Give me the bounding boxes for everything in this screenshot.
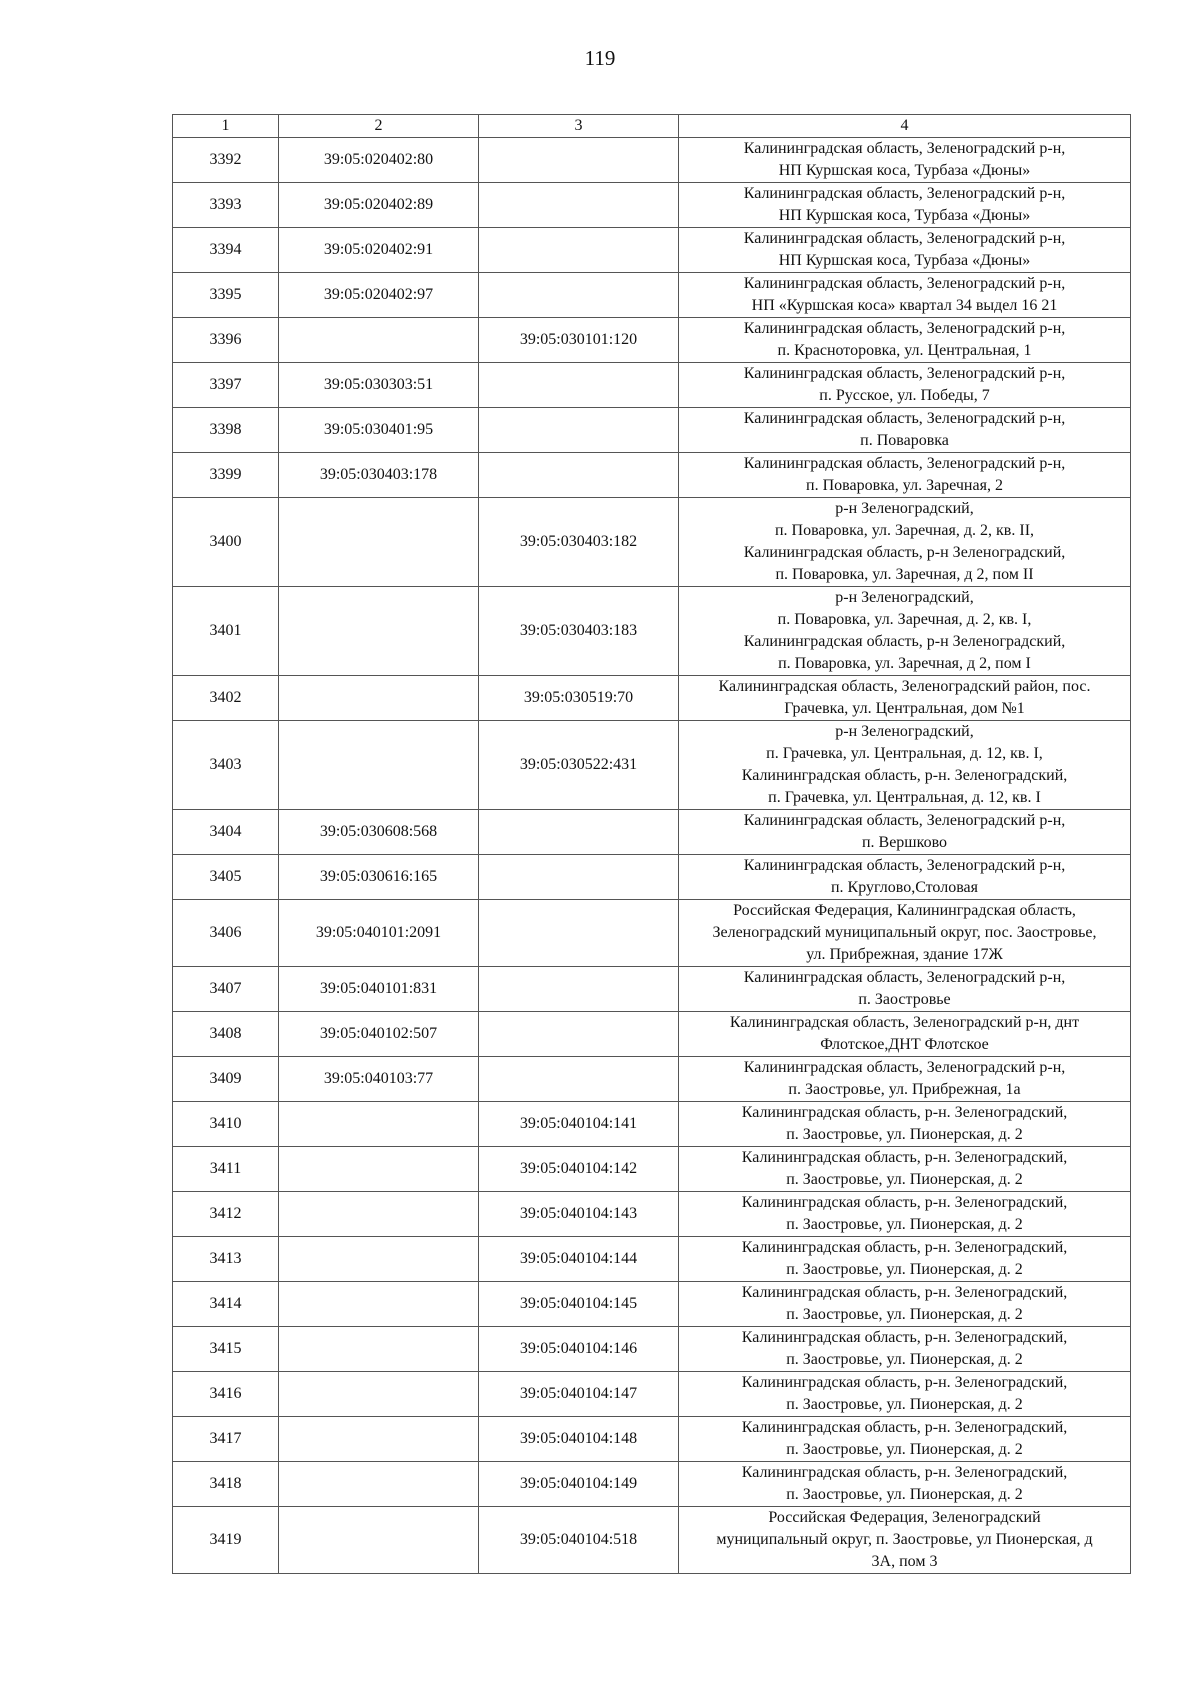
row-number-cell: 3396	[173, 318, 279, 363]
cadastral-number-cell: 39:05:020402:89	[279, 183, 479, 228]
table-row	[173, 138, 1131, 183]
table-row	[173, 1192, 1131, 1237]
address-cell: Калининградская область, Зеленоградский р-н, п. Русское, ул. Победы, 7	[679, 363, 1131, 408]
table-row	[173, 363, 1131, 408]
row-number-cell: 3408	[173, 1012, 279, 1057]
table-row	[173, 967, 1131, 1012]
table-row	[173, 721, 1131, 810]
row-number-cell: 3407	[173, 967, 279, 1012]
cadastral-number-cell: 39:05:030616:165	[279, 855, 479, 900]
object-number-cell	[479, 228, 679, 273]
object-number-cell	[479, 855, 679, 900]
row-number-cell: 3417	[173, 1417, 279, 1462]
row-number-cell: 3393	[173, 183, 279, 228]
address-cell: Калининградская область, Зеленоградский р-н, НП Куршская коса, Турбаза «Дюны»	[679, 138, 1131, 183]
cadastral-number-cell: 39:05:040103:77	[279, 1057, 479, 1102]
table-row	[173, 810, 1131, 855]
row-number-cell: 3418	[173, 1462, 279, 1507]
address-cell: Калининградская область, р-н. Зеленоградский, п. Заостровье, ул. Пионерская, д. 2	[679, 1417, 1131, 1462]
address-cell: Калининградская область, Зеленоградский р-н, п. Круглово,Столовая	[679, 855, 1131, 900]
row-number-cell: 3392	[173, 138, 279, 183]
table-row	[173, 408, 1131, 453]
row-number-cell: 3410	[173, 1102, 279, 1147]
address-cell: Калининградская область, р-н. Зеленоградский, п. Заостровье, ул. Пионерская, д. 2	[679, 1282, 1131, 1327]
column-header-2: 2	[279, 115, 479, 138]
cadastral-number-cell	[279, 1507, 479, 1574]
cadastral-number-cell	[279, 1147, 479, 1192]
address-cell: Российская Федерация, Зеленоградский муниципальный округ, п. Заостровье, ул Пионерская, д 3А, пом 3	[679, 1507, 1131, 1574]
cadastral-number-cell	[279, 1327, 479, 1372]
cadastral-number-cell	[279, 1102, 479, 1147]
table-row	[173, 1327, 1131, 1372]
cadastral-number-cell: 39:05:030403:178	[279, 453, 479, 498]
object-number-cell	[479, 453, 679, 498]
address-cell: Калининградская область, Зеленоградский р-н, п. Поваровка	[679, 408, 1131, 453]
cadastral-number-cell	[279, 1462, 479, 1507]
row-number-cell: 3399	[173, 453, 279, 498]
object-number-cell	[479, 408, 679, 453]
table-row	[173, 1282, 1131, 1327]
cadastral-number-cell: 39:05:040101:2091	[279, 900, 479, 967]
header-row	[173, 115, 1131, 138]
table-row	[173, 1372, 1131, 1417]
address-cell: Калининградская область, р-н. Зеленоградский, п. Заостровье, ул. Пионерская, д. 2	[679, 1102, 1131, 1147]
row-number-cell: 3419	[173, 1507, 279, 1574]
address-cell: р-н Зеленоградский, п. Грачевка, ул. Центральная, д. 12, кв. I, Калининградская область, р-н. Зеленоградский, п. Грачевка, ул. Центральная, д. 12, кв. I	[679, 721, 1131, 810]
address-cell: Калининградская область, р-н. Зеленоградский, п. Заостровье, ул. Пионерская, д. 2	[679, 1237, 1131, 1282]
address-cell: Российская Федерация, Калининградская область, Зеленоградский муниципальный округ, пос. Заостровье, ул. Прибрежная, здание 17Ж	[679, 900, 1131, 967]
object-number-cell	[479, 900, 679, 967]
address-cell: Калининградская область, Зеленоградский р-н, п. Вершково	[679, 810, 1131, 855]
object-number-cell: 39:05:040104:144	[479, 1237, 679, 1282]
table-row	[173, 183, 1131, 228]
cadastral-number-cell	[279, 721, 479, 810]
cadastral-number-cell	[279, 1417, 479, 1462]
table-row	[173, 676, 1131, 721]
address-cell: р-н Зеленоградский, п. Поваровка, ул. Заречная, д. 2, кв. II, Калининградская область, р-н Зеленоградский, п. Поваровка, ул. Заречная, д 2, пом II	[679, 498, 1131, 587]
address-cell: Калининградская область, р-н. Зеленоградский, п. Заостровье, ул. Пионерская, д. 2	[679, 1147, 1131, 1192]
cadastral-number-cell	[279, 498, 479, 587]
table-row	[173, 855, 1131, 900]
address-cell: Калининградская область, Зеленоградский р-н, п. Заостровье, ул. Прибрежная, 1а	[679, 1057, 1131, 1102]
address-cell: Калининградская область, р-н. Зеленоградский, п. Заостровье, ул. Пионерская, д. 2	[679, 1372, 1131, 1417]
row-number-cell: 3416	[173, 1372, 279, 1417]
row-number-cell: 3398	[173, 408, 279, 453]
row-number-cell: 3415	[173, 1327, 279, 1372]
address-cell: Калининградская область, р-н. Зеленоградский, п. Заостровье, ул. Пионерская, д. 2	[679, 1327, 1131, 1372]
address-cell: Калининградская область, Зеленоградский р-н, НП «Куршская коса» квартал 34 выдел 16 21	[679, 273, 1131, 318]
row-number-cell: 3403	[173, 721, 279, 810]
object-number-cell	[479, 1057, 679, 1102]
object-number-cell	[479, 363, 679, 408]
cadastral-number-cell	[279, 1282, 479, 1327]
object-number-cell: 39:05:040104:148	[479, 1417, 679, 1462]
address-cell: Калининградская область, Зеленоградский р-н, п. Красноторовка, ул. Центральная, 1	[679, 318, 1131, 363]
cadastral-number-cell	[279, 318, 479, 363]
table-row	[173, 900, 1131, 967]
table-row	[173, 273, 1131, 318]
table-row	[173, 498, 1131, 587]
table-row	[173, 1417, 1131, 1462]
object-number-cell: 39:05:040104:141	[479, 1102, 679, 1147]
table-row	[173, 318, 1131, 363]
object-number-cell: 39:05:030101:120	[479, 318, 679, 363]
cadastral-number-cell	[279, 1192, 479, 1237]
object-number-cell: 39:05:030403:183	[479, 587, 679, 676]
cadastral-number-cell: 39:05:020402:80	[279, 138, 479, 183]
column-header-3: 3	[479, 115, 679, 138]
object-number-cell: 39:05:040104:146	[479, 1327, 679, 1372]
row-number-cell: 3405	[173, 855, 279, 900]
page-number: 119	[584, 46, 616, 70]
object-number-cell	[479, 138, 679, 183]
table-row	[173, 1057, 1131, 1102]
column-header-4: 4	[679, 115, 1131, 138]
address-cell: Калининградская область, Зеленоградский р-н, НП Куршская коса, Турбаза «Дюны»	[679, 228, 1131, 273]
cadastral-number-cell: 39:05:020402:91	[279, 228, 479, 273]
object-number-cell: 39:05:030519:70	[479, 676, 679, 721]
object-number-cell: 39:05:040104:145	[479, 1282, 679, 1327]
table-row	[173, 1237, 1131, 1282]
object-number-cell: 39:05:040104:142	[479, 1147, 679, 1192]
object-number-cell: 39:05:040104:149	[479, 1462, 679, 1507]
cadastral-number-cell: 39:05:040101:831	[279, 967, 479, 1012]
address-cell: Калининградская область, р-н. Зеленоградский, п. Заостровье, ул. Пионерская, д. 2	[679, 1462, 1131, 1507]
cadastral-number-cell: 39:05:030608:568	[279, 810, 479, 855]
table-row	[173, 1102, 1131, 1147]
row-number-cell: 3412	[173, 1192, 279, 1237]
object-number-cell	[479, 810, 679, 855]
object-number-cell	[479, 183, 679, 228]
address-cell: Калининградская область, Зеленоградский р-н, НП Куршская коса, Турбаза «Дюны»	[679, 183, 1131, 228]
table-row	[173, 1012, 1131, 1057]
table-header	[173, 115, 1131, 138]
address-cell: Калининградская область, р-н. Зеленоградский, п. Заостровье, ул. Пионерская, д. 2	[679, 1192, 1131, 1237]
address-cell: Калининградская область, Зеленоградский р-н, днт Флотское,ДНТ Флотское	[679, 1012, 1131, 1057]
address-cell: Калининградская область, Зеленоградский р-н, п. Заостровье	[679, 967, 1131, 1012]
cadastral-number-cell	[279, 587, 479, 676]
address-cell: Калининградская область, Зеленоградский район, пос. Грачевка, ул. Центральная, дом №1	[679, 676, 1131, 721]
cadastral-number-cell: 39:05:030303:51	[279, 363, 479, 408]
object-number-cell: 39:05:030403:182	[479, 498, 679, 587]
table-row	[173, 1147, 1131, 1192]
row-number-cell: 3414	[173, 1282, 279, 1327]
row-number-cell: 3401	[173, 587, 279, 676]
table-row	[173, 1462, 1131, 1507]
object-number-cell	[479, 273, 679, 318]
cadastral-number-cell: 39:05:040102:507	[279, 1012, 479, 1057]
row-number-cell: 3397	[173, 363, 279, 408]
row-number-cell: 3394	[173, 228, 279, 273]
object-number-cell: 39:05:040104:518	[479, 1507, 679, 1574]
cadastral-number-cell	[279, 1237, 479, 1282]
row-number-cell: 3395	[173, 273, 279, 318]
row-number-cell: 3413	[173, 1237, 279, 1282]
table-body	[173, 138, 1131, 1574]
table-row	[173, 587, 1131, 676]
row-number-cell: 3400	[173, 498, 279, 587]
row-number-cell: 3404	[173, 810, 279, 855]
row-number-cell: 3411	[173, 1147, 279, 1192]
object-number-cell: 39:05:040104:147	[479, 1372, 679, 1417]
cadastral-number-cell: 39:05:020402:97	[279, 273, 479, 318]
cadastral-number-cell: 39:05:030401:95	[279, 408, 479, 453]
cadastral-number-cell	[279, 1372, 479, 1417]
table-row	[173, 228, 1131, 273]
registry-table	[172, 114, 1131, 1574]
address-cell: р-н Зеленоградский, п. Поваровка, ул. Заречная, д. 2, кв. I, Калининградская область, р-н Зеленоградский, п. Поваровка, ул. Заречная, д 2, пом I	[679, 587, 1131, 676]
object-number-cell	[479, 1012, 679, 1057]
table-row	[173, 1507, 1131, 1574]
object-number-cell: 39:05:030522:431	[479, 721, 679, 810]
row-number-cell: 3406	[173, 900, 279, 967]
row-number-cell: 3402	[173, 676, 279, 721]
object-number-cell: 39:05:040104:143	[479, 1192, 679, 1237]
row-number-cell: 3409	[173, 1057, 279, 1102]
table-row	[173, 453, 1131, 498]
object-number-cell	[479, 967, 679, 1012]
address-cell: Калининградская область, Зеленоградский р-н, п. Поваровка, ул. Заречная, 2	[679, 453, 1131, 498]
cadastral-number-cell	[279, 676, 479, 721]
column-header-1: 1	[173, 115, 279, 138]
